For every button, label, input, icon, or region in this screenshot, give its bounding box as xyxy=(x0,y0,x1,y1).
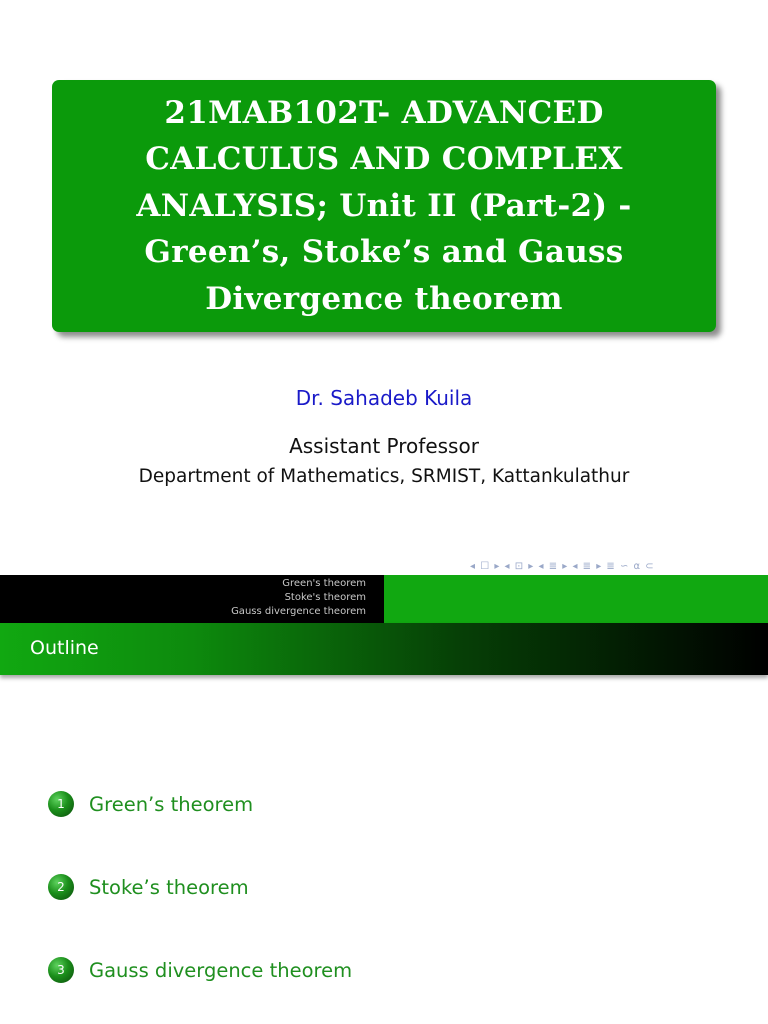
toc-number-ball-icon: 2 xyxy=(48,874,74,900)
toc-label[interactable]: Green’s theorem xyxy=(89,792,254,816)
toc-item-gauss[interactable] xyxy=(48,955,352,985)
header-subsection-nav xyxy=(384,575,768,623)
frame-title-bar xyxy=(0,623,768,675)
toc-number-ball-icon: 3 xyxy=(48,957,74,983)
frame-title: Outline xyxy=(30,637,99,659)
toc-item-greens[interactable] xyxy=(48,789,253,819)
author-department: Department of Mathematics, SRMIST, Kattankulathur xyxy=(138,466,630,487)
header-section-greens[interactable]: Green's theorem xyxy=(282,578,366,589)
header-section-stokes[interactable]: Stoke's theorem xyxy=(284,592,366,603)
toc-label[interactable]: Stoke’s theorem xyxy=(89,875,249,899)
presentation-title: 21MAB102T- ADVANCED CALCULUS AND COMPLEX ANALYSIS; Unit II (Part-2) - Green’s, Stoke’s and Gauss Divergence theorem xyxy=(136,94,632,317)
header-section-nav xyxy=(0,575,384,623)
toc-label[interactable]: Gauss divergence theorem xyxy=(89,958,353,982)
toc-number-ball-icon: 1 xyxy=(48,791,74,817)
toc-item-stokes[interactable] xyxy=(48,872,249,902)
title-box xyxy=(52,80,716,332)
beamer-navigation-symbols[interactable]: ◂ ☐ ▸ ◂ ⊡ ▸ ◂ ≣ ▸ ◂ ≣ ▸ ≣ ∽ ⍺ ⊂ xyxy=(470,561,655,572)
outline-slide xyxy=(0,575,768,1024)
author-name[interactable]: Dr. Sahadeb Kuila xyxy=(295,386,473,410)
author-role: Assistant Professor xyxy=(289,434,479,458)
header-section-gauss[interactable]: Gauss divergence theorem xyxy=(231,606,366,617)
